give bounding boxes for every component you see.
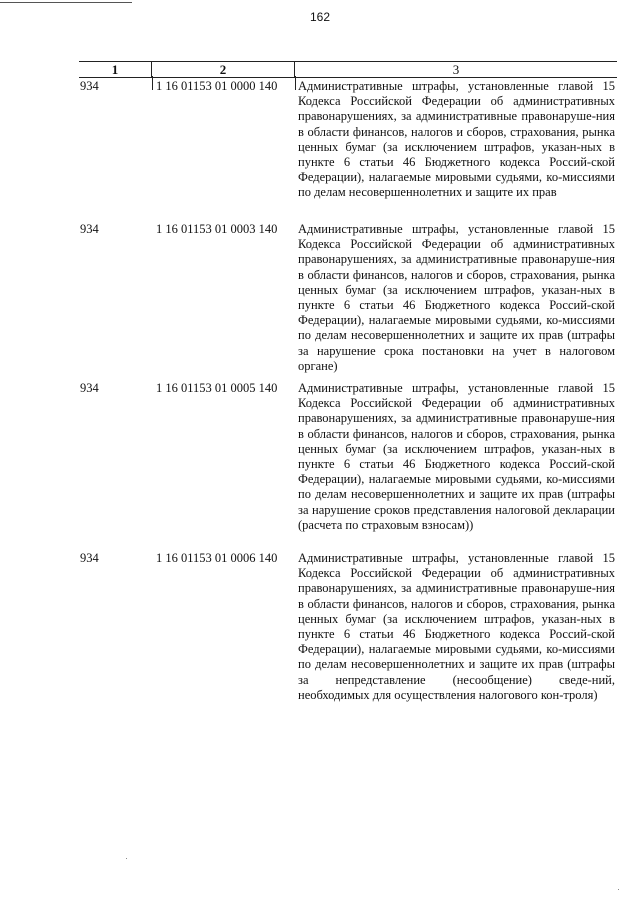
description-cell: Административные штрафы, установленные главой 15 Кодекса Российской Федерации об административных правонарушениях, за административные правонаруше-ния в области финансов, налогов и сборов, страхования, рынка ценных бумаг (за исключением штрафов, указан-ных в пункте 6 статьи 46 Бюджетного кодекса Россий-ской Федерации), налагаемые мировыми судьями, ко-миссиями по делам несовершеннолетних и защите их прав — [298, 79, 615, 200]
table-header — [79, 61, 617, 78]
admin-code-cell: 934 — [80, 222, 99, 236]
admin-code-cell: 934 — [80, 381, 99, 395]
scan-speck — [618, 889, 619, 890]
page-number: 162 — [309, 10, 331, 24]
kbk-code-cell: 1 16 01153 01 0006 140 — [156, 551, 278, 565]
scan-edge-rule — [0, 2, 132, 3]
description-cell: Административные штрафы, установленные главой 15 Кодекса Российской Федерации об административных правонарушениях, за административные правонаруше-ния в области финансов, налогов и сборов, страхования, рынка ценных бумаг (за исключением штрафов, указан-ных в пункте 6 статьи 46 Бюджетного кодекса Россий-ской Федерации), налагаемые мировыми судьями, ко-миссиями по делам несовершеннолетних и защите их прав (штрафы за непредставление (несообщение) сведе-ний, необходимых для осуществления налогового кон-троля) — [298, 551, 615, 702]
header-col-1: 1 — [79, 62, 152, 77]
column-divider — [152, 76, 153, 90]
admin-code-cell: 934 — [80, 551, 99, 565]
kbk-code-cell: 1 16 01153 01 0000 140 — [156, 79, 278, 93]
kbk-code-cell: 1 16 01153 01 0003 140 — [156, 222, 278, 236]
description-cell: Административные штрафы, установленные главой 15 Кодекса Российской Федерации об административных правонарушениях, за административные правонаруше-ния в области финансов, налогов и сборов, страхования, рынка ценных бумаг (за исключением штрафов, указан-ных в пункте 6 статьи 46 Бюджетного кодекса Россий-ской Федерации), налагаемые мировыми судьями, ко-миссиями по делам несовершеннолетних и защите их прав (штрафы за нарушение сроков представления налоговой декларации (расчета по страховым взносам)) — [298, 381, 615, 532]
kbk-code-cell: 1 16 01153 01 0005 140 — [156, 381, 278, 395]
description-cell: Административные штрафы, установленные главой 15 Кодекса Российской Федерации об административных правонарушениях, за административные правонаруше-ния в области финансов, налогов и сборов, страхования, рынка ценных бумаг (за исключением штрафов, указан-ных в пункте 6 статьи 46 Бюджетного кодекса Россий-ской Федерации), налагаемые мировыми судьями, ко-миссиями по делам несовершеннолетних и защите их прав (штрафы за нарушение срока постановки на учет в налоговом органе) — [298, 222, 615, 373]
header-col-2: 2 — [152, 62, 295, 77]
admin-code-cell: 934 — [80, 79, 99, 93]
scan-speck — [126, 858, 127, 859]
header-col-3: 3 — [452, 62, 460, 77]
